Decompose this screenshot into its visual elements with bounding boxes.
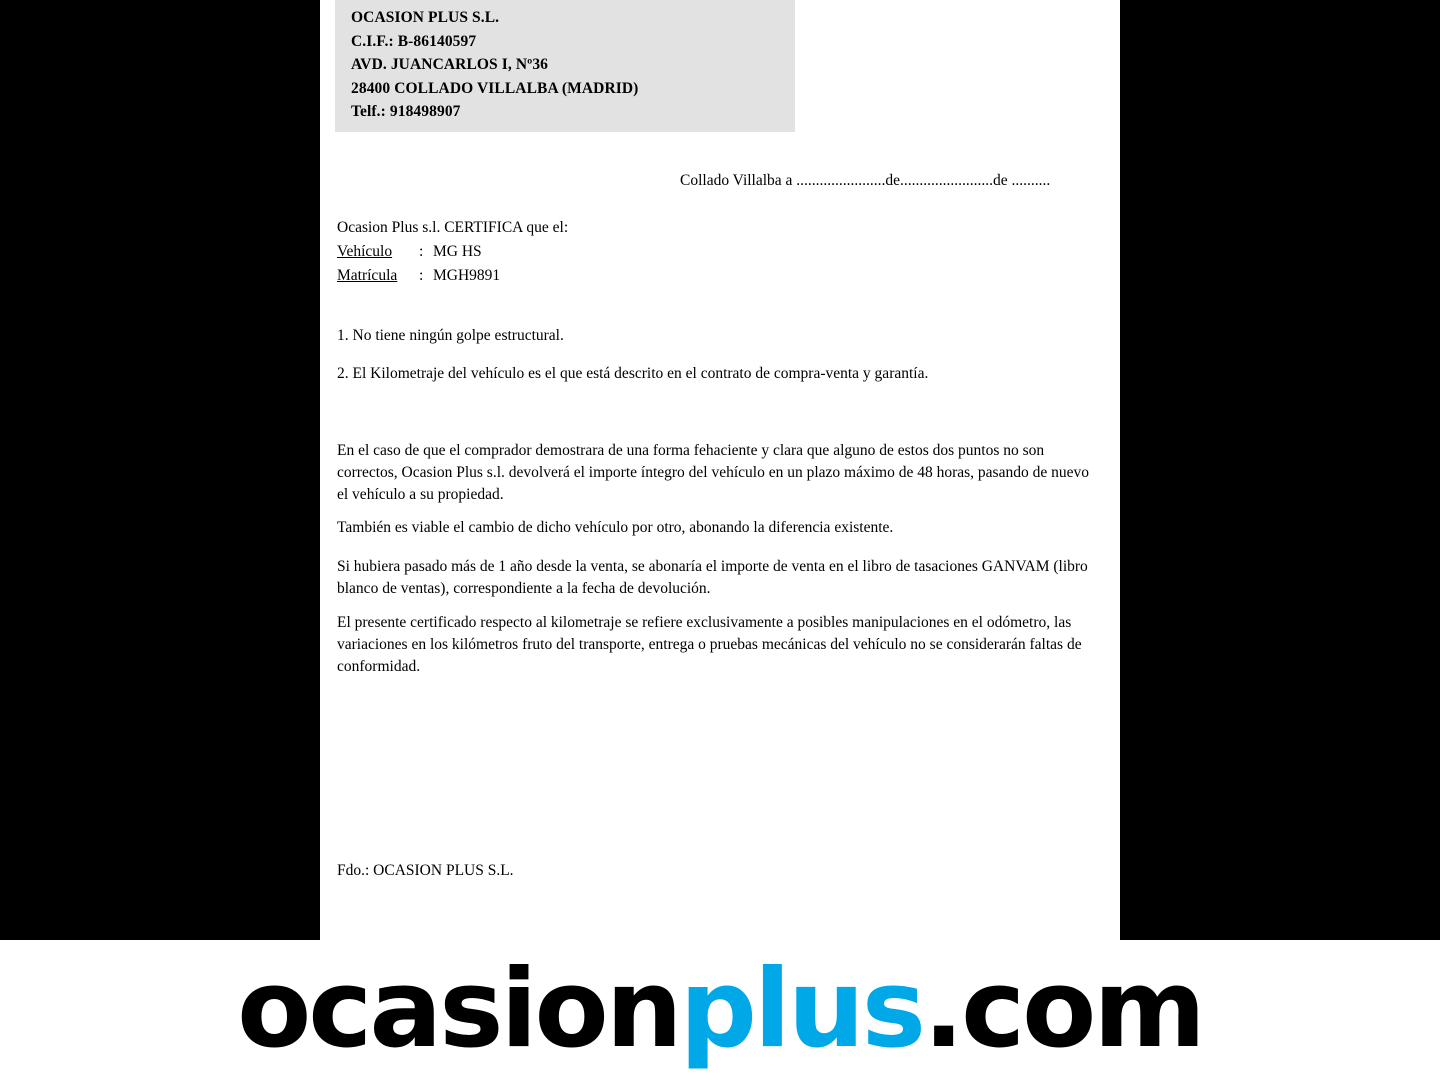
body-paragraph-1: En el caso de que el comprador demostrara de una forma fehaciente y clara que alguno de estos dos puntos no son correctos, Ocasion Plus s.l. devolverá el importe íntegro del vehículo en un plazo máximo de 48 horas, pasando de nuevo el vehículo a su propiedad.	[337, 442, 1089, 503]
field-row-matricula	[337, 264, 568, 288]
field-separator-vehiculo: :	[419, 243, 424, 260]
field-row-vehiculo	[337, 240, 568, 264]
letterhead-phone: Telf.: 918498907	[351, 103, 461, 120]
field-separator-matricula: :	[419, 267, 424, 284]
certify-intro: Ocasion Plus s.l. CERTIFICA que el:	[337, 219, 569, 236]
certificate-point-2: 2. El Kilometraje del vehículo es el que está descrito en el contrato de compra-venta y garantía.	[337, 365, 929, 382]
field-value-matricula: MGH9891	[433, 267, 501, 284]
field-label-matricula: Matrícula	[337, 267, 398, 284]
signature-line: Fdo.: OCASION PLUS S.L.	[337, 862, 514, 879]
certificate-point-1: 1. No tiene ningún golpe estructural.	[337, 327, 564, 344]
date-line: Collado Villalba a .......................de........................de ..........	[680, 172, 1051, 189]
footer-brand-bar	[0, 940, 1440, 1080]
field-label-vehiculo: Vehículo	[337, 243, 393, 260]
letterhead-address: AVD. JUANCARLOS I, Nº36	[351, 56, 549, 73]
body-paragraph-4: El presente certificado respecto al kilometraje se refiere exclusivamente a posibles manipulaciones en el odómetro, las variaciones en los kilómetros fruto del transporte, entrega o pruebas mecánicas del vehículo no se considerarán faltas de conformidad.	[337, 614, 1082, 675]
brand-text-ocasion: ocasion	[237, 947, 680, 1072]
brand-logo	[237, 947, 1203, 1072]
body-paragraph-2: También es viable el cambio de dicho vehículo por otro, abonando la diferencia existente.	[337, 519, 894, 536]
body-paragraph-3: Si hubiera pasado más de 1 año desde la venta, se abonaría el importe de venta en el libro de tasaciones GANVAM (libro blanco de ventas), correspondiente a la fecha de devolución.	[337, 558, 1088, 597]
brand-text-com: .com	[923, 947, 1203, 1072]
field-value-vehiculo: MG HS	[433, 243, 482, 260]
letterhead-company: OCASION PLUS S.L.	[351, 9, 500, 26]
letterhead-cif: C.I.F.: B-86140597	[351, 32, 477, 50]
brand-text-plus: plus	[679, 947, 924, 1072]
letterhead-city: 28400 COLLADO VILLALBA (MADRID)	[351, 79, 639, 97]
document-page	[320, 0, 1120, 940]
certify-block	[337, 216, 568, 288]
letterhead-block	[335, 0, 795, 132]
